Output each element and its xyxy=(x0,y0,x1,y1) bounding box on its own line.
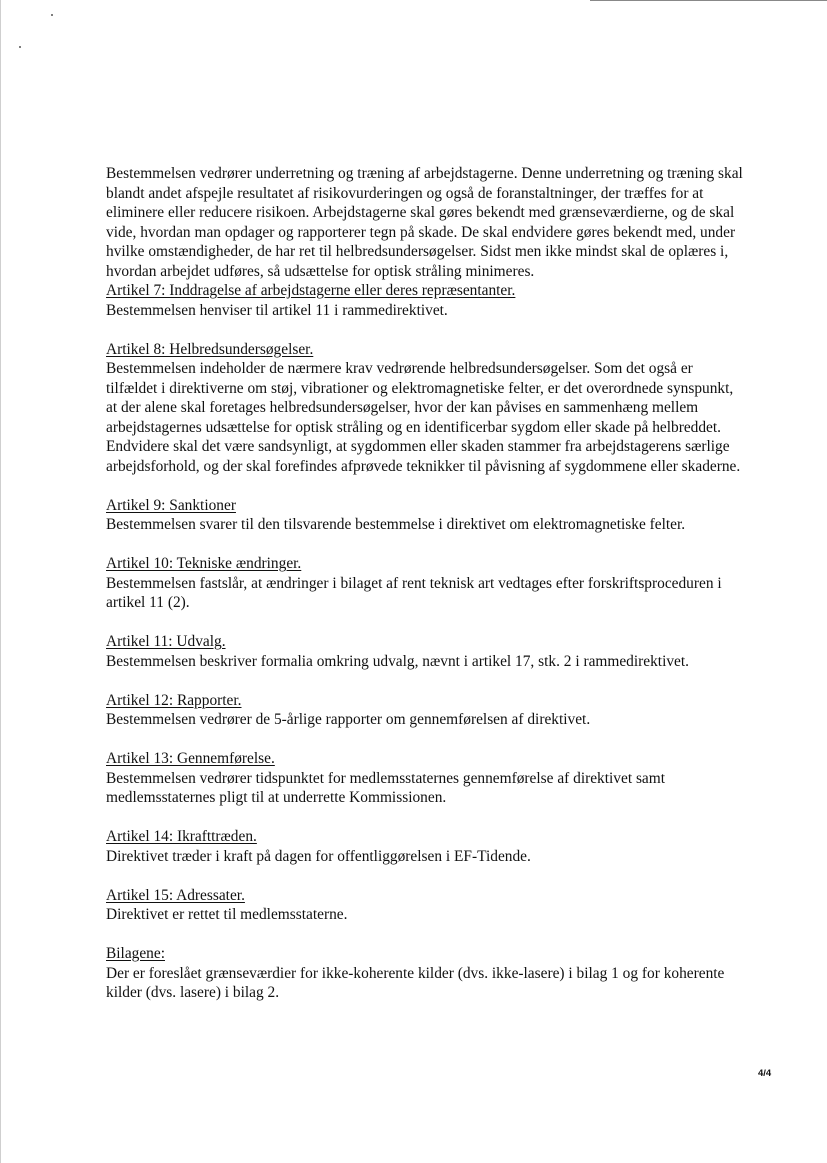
section-artikel-15 xyxy=(106,886,746,925)
section-heading: Artikel 11: Udvalg. xyxy=(106,633,226,650)
scan-speck xyxy=(19,46,21,48)
section-artikel-10 xyxy=(106,554,746,613)
section-body: Bestemmelsen vedrører de 5-årlige rapporter om gennemførelsen af direktivet. xyxy=(106,711,591,728)
document-body xyxy=(106,164,746,1003)
section-heading: Artikel 7: Inddragelse af arbejdstagerne eller deres repræsentanter. xyxy=(106,282,516,299)
section-artikel-12 xyxy=(106,691,746,730)
section-body: Bestemmelsen fastslår, at ændringer i bilaget af rent teknisk art vedtages efter forskriftsproceduren i artikel 11 (2). xyxy=(106,574,722,611)
section-artikel-11 xyxy=(106,632,746,671)
section-heading: Artikel 14: Ikrafttræden. xyxy=(106,828,257,845)
section-artikel-9 xyxy=(106,496,746,535)
intro-paragraph: Bestemmelsen vedrører underretning og træning af arbejdstagerne. Denne underretning og træning skal blandt andet afspejle resultatet af risikovurderingen og også de foranstaltninger, der træffes for at eliminere eller reducere risikoen. Arbejdstagerne skal gøres bekendt med grænseværdierne, og de skal vide, hvordan man opdager og rapporterer tegn på skade. De skal endvidere gøres bekendt med, under hvilke omstændigheder, de har ret til helbredsundersøgelser. Sidst men ikke mindst skal de oplæres i, hvordan arbejdet udføres, så udsættelse for optisk stråling minimeres. xyxy=(106,165,743,280)
scan-speck xyxy=(51,14,53,16)
top-edge-rule xyxy=(590,0,827,1)
section-body: Bestemmelsen henviser til artikel 11 i rammedirektivet. xyxy=(106,301,448,319)
section-body: Der er foreslået grænseværdier for ikke-koherente kilder (dvs. ikke-lasere) i bilag 1 og for koherente kilder (dvs. lasere) i bilag 2. xyxy=(106,964,725,1001)
scan-left-edge xyxy=(0,0,1,1163)
section-heading: Artikel 9: Sanktioner xyxy=(106,496,236,514)
section-artikel-13 xyxy=(106,749,746,808)
section-heading: Artikel 15: Adressater. xyxy=(106,886,245,904)
section-body: Bestemmelsen indeholder de nærmere krav vedrørende helbredsundersøgelser. Som det også er tilfældet i direktiverne om støj, vibrationer og elektromagnetiske felter, er det overordnede synspunkt, at der alene skal foretages helbredsundersøgelser, hvor der kan påvises en sammenhæng mellem arbejdstagernes udsættelse for optisk stråling og en identificerbar sygdom eller skade på helbreddet. Endvidere skal det være sandsynligt, at sygdommen eller skaden stammer fra arbejdstagerens særlige arbejdsforhold, og der skal forefindes afprøvede teknikker til påvisning af sygdommene eller skaderne. xyxy=(106,360,741,475)
section-body: Bestemmelsen vedrører tidspunktet for medlemsstaternes gennemførelse af direktivet samt medlemsstaternes pligt til at underrette Kommissionen. xyxy=(106,769,666,806)
section-heading: Artikel 12: Rapporter. xyxy=(106,691,242,709)
section-artikel-14 xyxy=(106,827,746,866)
section-artikel-8 xyxy=(106,340,746,477)
section-body: Direktivet træder i kraft på dagen for offentliggørelsen i EF-Tidende. xyxy=(106,847,531,865)
section-heading: Artikel 10: Tekniske ændringer. xyxy=(106,555,302,572)
section-heading: Bilagene: xyxy=(106,945,165,962)
section-heading: Artikel 13: Gennemførelse. xyxy=(106,750,275,767)
section-heading: Artikel 8: Helbredsundersøgelser. xyxy=(106,340,314,358)
section-artikel-7 xyxy=(106,281,746,320)
section-body: Bestemmelsen beskriver formalia omkring udvalg, nævnt i artikel 17, stk. 2 i rammedirektivet. xyxy=(106,652,690,670)
section-bilagene xyxy=(106,944,746,1003)
page-number: 4/4 xyxy=(758,1068,772,1079)
section-body: Bestemmelsen svarer til den tilsvarende bestemmelse i direktivet om elektromagnetiske felter. xyxy=(106,516,686,533)
section-body: Direktivet er rettet til medlemsstaterne. xyxy=(106,906,348,923)
